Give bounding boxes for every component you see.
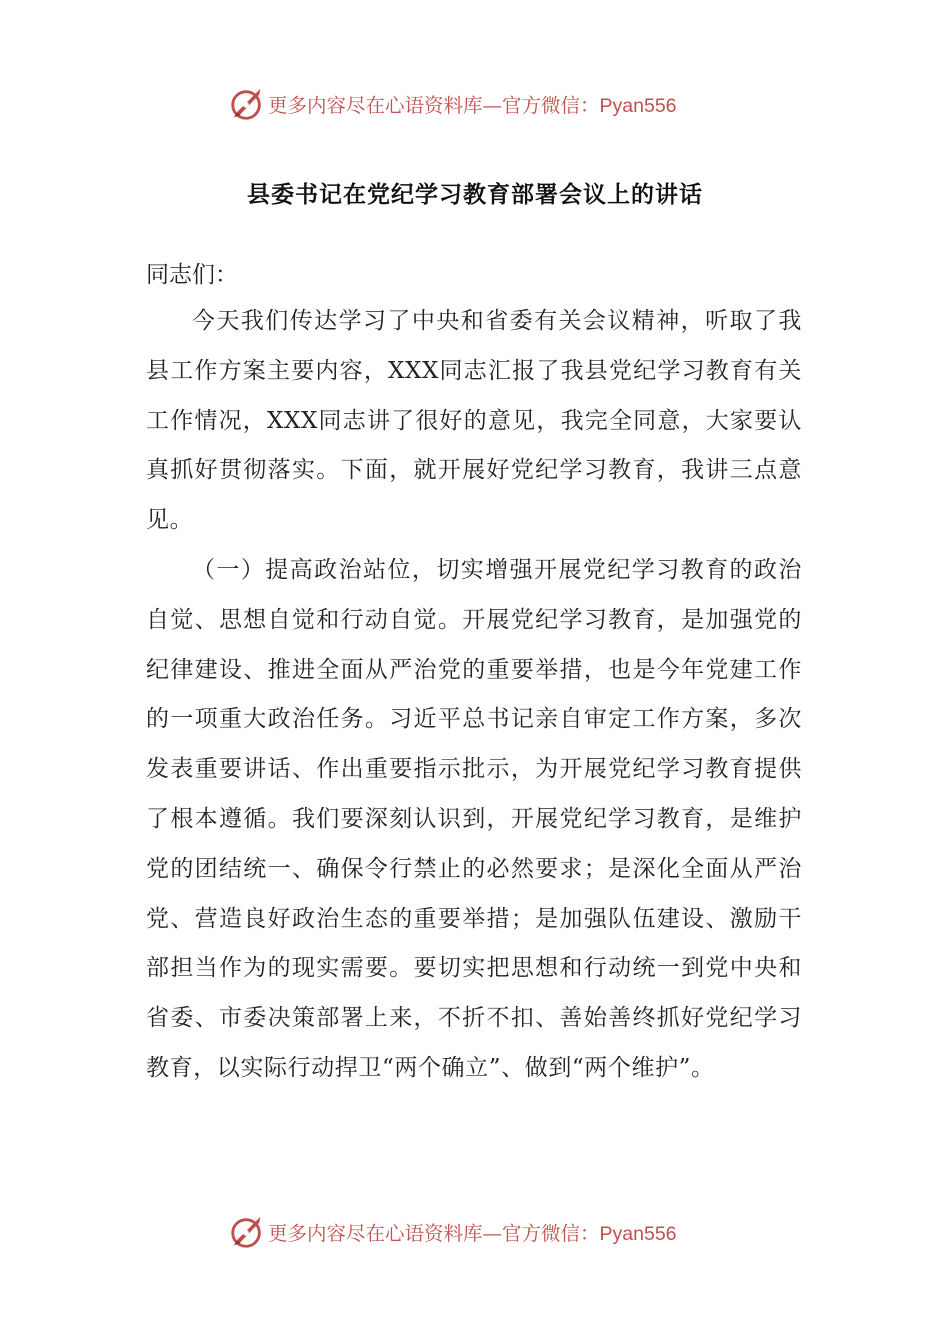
- footer-banner-text: [268, 1218, 677, 1246]
- document-title: 县委书记在党纪学习教育部署会议上的讲话: [247, 182, 703, 208]
- banner-slogan: 更多内容尽在心语资料库: [268, 1222, 483, 1245]
- pen-logo-icon: [228, 85, 266, 123]
- banner-dash: —: [482, 94, 503, 117]
- banner-wechat-label: 官方微信：: [502, 94, 600, 117]
- footer-banner: [0, 1212, 950, 1252]
- header-banner-text: [268, 90, 677, 118]
- salutation: 同志们：: [146, 262, 238, 288]
- paragraph-intro: 今天我们传达学习了中央和省委有关会议精神，听取了我县工作方案主要内容，XXX同志汇报了我县党纪学习教育有关工作情况，XXX同志讲了很好的意见，我完全同意，大家要认真抓好贯彻落实。下面，就开展好党纪学习教育，我讲三点意见。: [146, 308, 802, 534]
- banner-wechat-id: Pyan556: [599, 95, 677, 117]
- paragraph-section-one: （一）提高政治站位，切实增强开展党纪学习教育的政治自觉、思想自觉和行动自觉。开展党纪学习教育，是加强党的纪律建设、推进全面从严治党的重要举措，也是今年党建工作的一项重大政治任务。习近平总书记亲自审定工作方案，多次发表重要讲话、作出重要指示批示，为开展党纪学习教育提供了根本遵循。我们要深刻认识到，开展党纪学习教育，是维护党的团结统一、确保令行禁止的必然要求；是深化全面从严治党、营造良好政治生态的重要举措；是加强队伍建设、激励干部担当作为的现实需要。要切实把思想和行动统一到党中央和省委、市委决策部署上来，不折不扣、善始善终抓好党纪学习教育，以实际行动捍卫“两个确立”、做到“两个维护”。: [146, 557, 802, 1081]
- header-banner: [0, 84, 950, 124]
- header-banner-content: [228, 84, 677, 124]
- banner-wechat-label: 官方微信：: [502, 1222, 600, 1245]
- banner-dash: —: [482, 1222, 503, 1245]
- footer-banner-content: [228, 1212, 677, 1252]
- pen-logo-icon: [228, 1213, 266, 1251]
- banner-slogan: 更多内容尽在心语资料库: [268, 94, 483, 117]
- banner-wechat-id: Pyan556: [599, 1223, 677, 1245]
